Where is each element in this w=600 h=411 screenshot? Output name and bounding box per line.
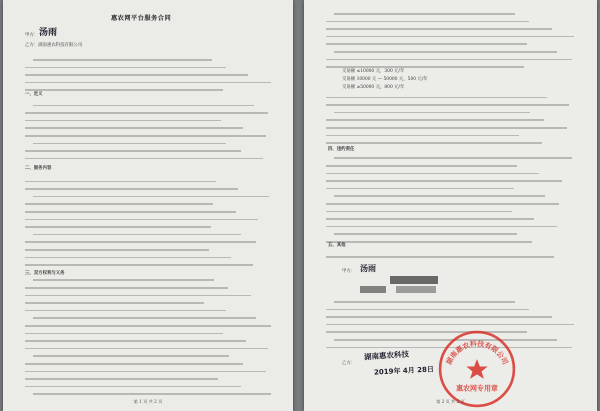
contract-page-1 [3,0,293,411]
body-text-line [326,300,577,304]
body-text-line [326,42,577,46]
body-text-line [25,88,273,92]
stamp-star-icon [466,359,487,379]
body-text-line [25,126,273,130]
body-text-line [25,142,273,146]
body-text-line [326,210,577,214]
redacted-id [390,276,438,284]
body-text-line [326,27,577,31]
body-text-line [25,385,273,389]
page-1-footer: 第 1 页 共 2 页 [133,399,163,404]
body-text-line [326,103,577,107]
body-text-line [25,354,273,358]
party-a-handwritten-signature: 汤雨 [360,264,376,273]
body-text-line [326,156,577,160]
body-text-line [25,256,273,260]
party-a-label: 甲方： [25,33,39,38]
body-text-line [25,104,273,108]
body-text-line [326,255,577,259]
body-text-line [25,324,273,328]
body-text-line [326,217,577,221]
body-text-line [25,157,273,161]
fee-line-1: 交易额 ≤10000 元，300 元/年 [342,69,405,74]
body-text-line [25,180,273,184]
page-2-footer: 第 2 页 共 2 页 [436,399,465,404]
body-text-line [326,111,577,115]
body-text-line [25,81,273,85]
body-text-line [25,286,273,290]
body-text-line [25,278,273,282]
body-text-line [25,66,273,70]
body-text-line [25,362,273,366]
section-4-heading: 四、违约责任 [328,147,355,152]
body-text-line [25,339,273,343]
body-text-line [25,58,273,62]
body-text-line [25,195,273,199]
body-text-line [326,58,577,62]
body-text-line [326,172,577,176]
body-text-line [25,218,273,222]
body-text-line [326,50,577,54]
body-text-line [326,202,577,206]
body-text-line [326,232,577,236]
section-1-heading: 一、定义 [25,92,43,97]
body-text-line [25,294,273,298]
body-text-line [25,332,273,336]
section-2-heading: 二、服务内容 [25,166,52,171]
body-text-line [326,118,577,122]
body-text-line [25,370,273,374]
stamp-bottom-text: 惠农网专用章 [456,384,498,393]
redacted-phone [360,286,386,293]
redacted-address [396,286,436,293]
body-text-line [25,111,273,115]
section-5-heading: 五、其他 [328,243,346,248]
handwritten-company-signature: 湖南惠农科技 [363,349,410,362]
stamp-top-text: 湖南惠农科技有限公司 [444,339,510,366]
body-text-line [326,187,577,191]
body-text-line [326,315,577,319]
body-text-line [25,248,273,252]
body-text-line [326,20,577,24]
body-text-line [25,301,273,305]
body-text-line [25,316,273,320]
party-a-sign-label: 甲方： [342,269,356,274]
body-text-line [25,377,273,381]
section-3-heading: 三、双方权利与义务 [25,271,65,276]
body-text-line [326,96,577,100]
fee-line-2: 交易额 10000 元 — 50000 元，500 元/年 [342,77,428,82]
body-text-line [25,202,273,206]
body-text-line [326,134,577,138]
company-seal-stamp [436,328,518,410]
body-text-line [326,308,577,312]
contract-title: 惠农网平台服务合同 [111,15,172,22]
body-text-line [25,233,273,237]
body-text-line [25,240,273,244]
party-b-label: 乙方：湖南惠农科技有限公司 [25,43,83,48]
body-text-line [25,149,273,153]
body-text-line [326,12,577,16]
body-text-line [25,392,273,396]
body-text-line [25,309,273,313]
body-text-line [326,35,577,39]
body-text-line [326,194,577,198]
body-text-line [326,179,577,183]
fee-line-3: 交易额 ≥50000 元，800 元/年 [342,85,405,90]
body-text-line [25,187,273,191]
body-text-line [326,240,577,244]
body-text-line [326,141,577,145]
body-text-line [25,73,273,77]
party-a-handwritten-name: 汤雨 [39,28,58,38]
body-text-line [326,323,577,327]
body-text-line [25,210,273,214]
body-text-line [25,263,273,267]
body-text-line [326,164,577,168]
party-b-sign-label: 乙方： [342,361,356,366]
body-text-line [25,347,273,351]
body-text-line [326,225,577,229]
body-text-line [25,119,273,123]
handwritten-date: 2019年 4月 28日 [373,365,435,377]
body-text-line [25,225,273,229]
body-text-line [25,134,273,138]
body-text-line [326,126,577,130]
contract-page-2 [304,0,597,411]
